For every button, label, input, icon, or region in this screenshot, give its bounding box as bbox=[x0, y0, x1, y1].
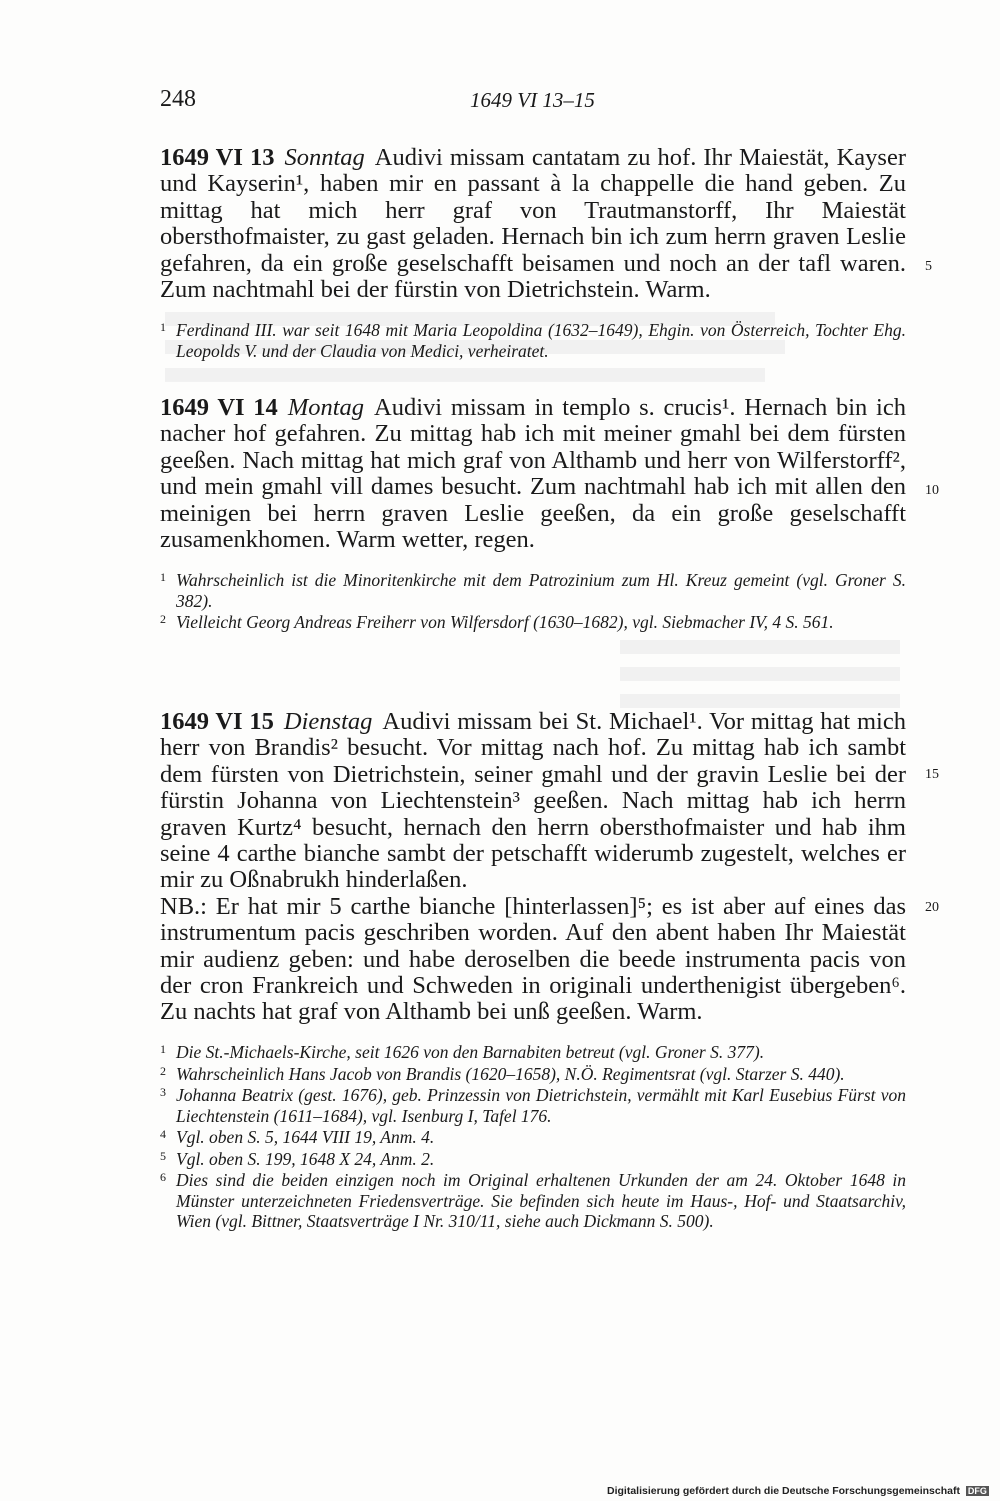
footnote: 1 Ferdinand III. war seit 1648 mit Maria Leopoldina (1632–1649), Ehgin. von Österreich, Tochter Ehg. Leopolds V. und der Claudia von Medici, verheiratet. bbox=[160, 320, 906, 361]
footnote: 4 Vgl. oben S. 5, 1644 VIII 19, Anm. 4. bbox=[160, 1127, 435, 1147]
diary-entry-1649-vi-14 bbox=[160, 395, 906, 553]
diary-entry-1649-vi-13 bbox=[160, 145, 906, 303]
line-number: 5 bbox=[925, 259, 932, 274]
footnote: 1 Die St.-Michaels-Kirche, seit 1626 von den Barnabiten betreut (vgl. Groner S. 377). bbox=[160, 1042, 765, 1062]
entry-date: 1649 VI 15 bbox=[160, 708, 274, 735]
diary-entry-1649-vi-15 bbox=[160, 709, 906, 1026]
running-head: 1649 VI 13–15 bbox=[470, 88, 595, 112]
entry-weekday: Dienstag bbox=[283, 708, 373, 735]
entry-date: 1649 VI 13 bbox=[160, 144, 275, 171]
dfg-logo: DFG bbox=[967, 1486, 987, 1496]
entry-text: Audivi missam in templo s. crucis¹. Hernach bin ich nacher hof gefahren. Zu mittag hab ich mit meiner gmahl bei dem fürsten geeßen. Nach mittag hat mich graf von Althamb und herr von Wilferstorff², und mein gmahl vill dames besucht. Zum nachtmahl hab ich mit allen den meinigen bei herrn graven Leslie geeßen, da ein große geselschafft zusamenkhomen. Warm wetter, regen. bbox=[160, 394, 906, 554]
page-number: 248 bbox=[160, 86, 196, 112]
line-number: 10 bbox=[925, 483, 939, 498]
entry-weekday: Montag bbox=[287, 394, 365, 421]
entry-date: 1649 VI 14 bbox=[160, 394, 278, 421]
footnote: 3 Johanna Beatrix (gest. 1676), geb. Prinzessin von Dietrichstein, vermählt mit Karl Eusebius Fürst von Liechtenstein (1611–1684), vgl. Isenburg I, Tafel 176. bbox=[160, 1085, 906, 1126]
entry-text: Audivi missam bei St. Michael¹. Vor mittag hat mich herr von Brandis² besucht. Vor mittag nach hof. Zu mittag hab ich sambt dem fürsten von Dietrichstein, seiner gmahl und der gravin Leslie bei der fürstin Johanna von Liechtenstein³ geeßen. Nach mittag hab ich herrn graven Kurtz⁴ besucht, hernach den herrn obersthofmaister und hab ihm seine 4 carthe bianche sambt der petschafft widerumb zugestelt, welches er mir zu Oßnabrukh hinderlaßen. bbox=[160, 708, 906, 894]
line-number: 20 bbox=[925, 900, 939, 915]
line-number: 15 bbox=[925, 767, 939, 782]
footnotes-1649-vi-15 bbox=[160, 1042, 906, 1233]
footnote: 6 Dies sind die beiden einzigen noch im Original erhaltenen Urkunden der am 24. Oktober 1648 in Münster unterzeichneten Friedensverträge. Sie befinden sich heute im Haus-, Hof- und Staatsarchiv, Wien (vgl. Bittner, Staatsverträge I Nr. 310/11, siehe auch Dickmann S. 500). bbox=[160, 1170, 906, 1231]
footnote: 2 Vielleicht Georg Andreas Freiherr von Wilfersdorf (1630–1682), vgl. Siebmacher IV, 4 S. 561. bbox=[160, 612, 834, 632]
footnotes-1649-vi-14 bbox=[160, 570, 906, 634]
entry-text: Audivi missam cantatam zu hof. Ihr Maiestät, Kayser und Kayserin¹, haben mir en passant à la chappelle die hand geben. Zu mittag hat mich herr graf von Trautmanstorff, Ihr Maiestät obersthofmaister, zu gast geladen. Hernach bin ich zum herrn graven Leslie gefahren, da ein große geselschafft beisamen und noch an der tafl waren. Zum nachtmahl bei der fürstin von Dietrichstein. Warm. bbox=[160, 144, 906, 304]
entry-weekday: Sonntag bbox=[284, 144, 365, 171]
digitization-footer bbox=[607, 1485, 989, 1497]
footnote: 2 Wahrscheinlich Hans Jacob von Brandis (1620–1658), N.Ö. Regimentsrat (vgl. Starzer S. 440). bbox=[160, 1063, 845, 1084]
footnotes-1649-vi-13 bbox=[160, 320, 906, 362]
footer-text: Digitalisierung gefördert durch die Deutsche Forschungsgemeinschaft bbox=[607, 1485, 960, 1497]
entry-nb-paragraph: NB.: Er hat mir 5 carthe bianche [hinterlassen]⁵; es ist aber auf eines das instrumentum pacis geschriben worden. Auf den abent haben Ihr Maiestät mir audienz geben: und habe deroselben die beede instrumenta pacis von der cron Frankreich und Schweden in originali underthenigist übergeben⁶. Zu nachts hat graf von Althamb bei unß geeßen. Warm. bbox=[160, 892, 906, 1026]
footnote: 5 Vgl. oben S. 199, 1648 X 24, Anm. 2. bbox=[160, 1148, 435, 1169]
footnote: 1 Wahrscheinlich ist die Minoritenkirche mit dem Patrozinium zum Hl. Kreuz gemeint (vgl. Groner S. 382). bbox=[160, 570, 906, 611]
